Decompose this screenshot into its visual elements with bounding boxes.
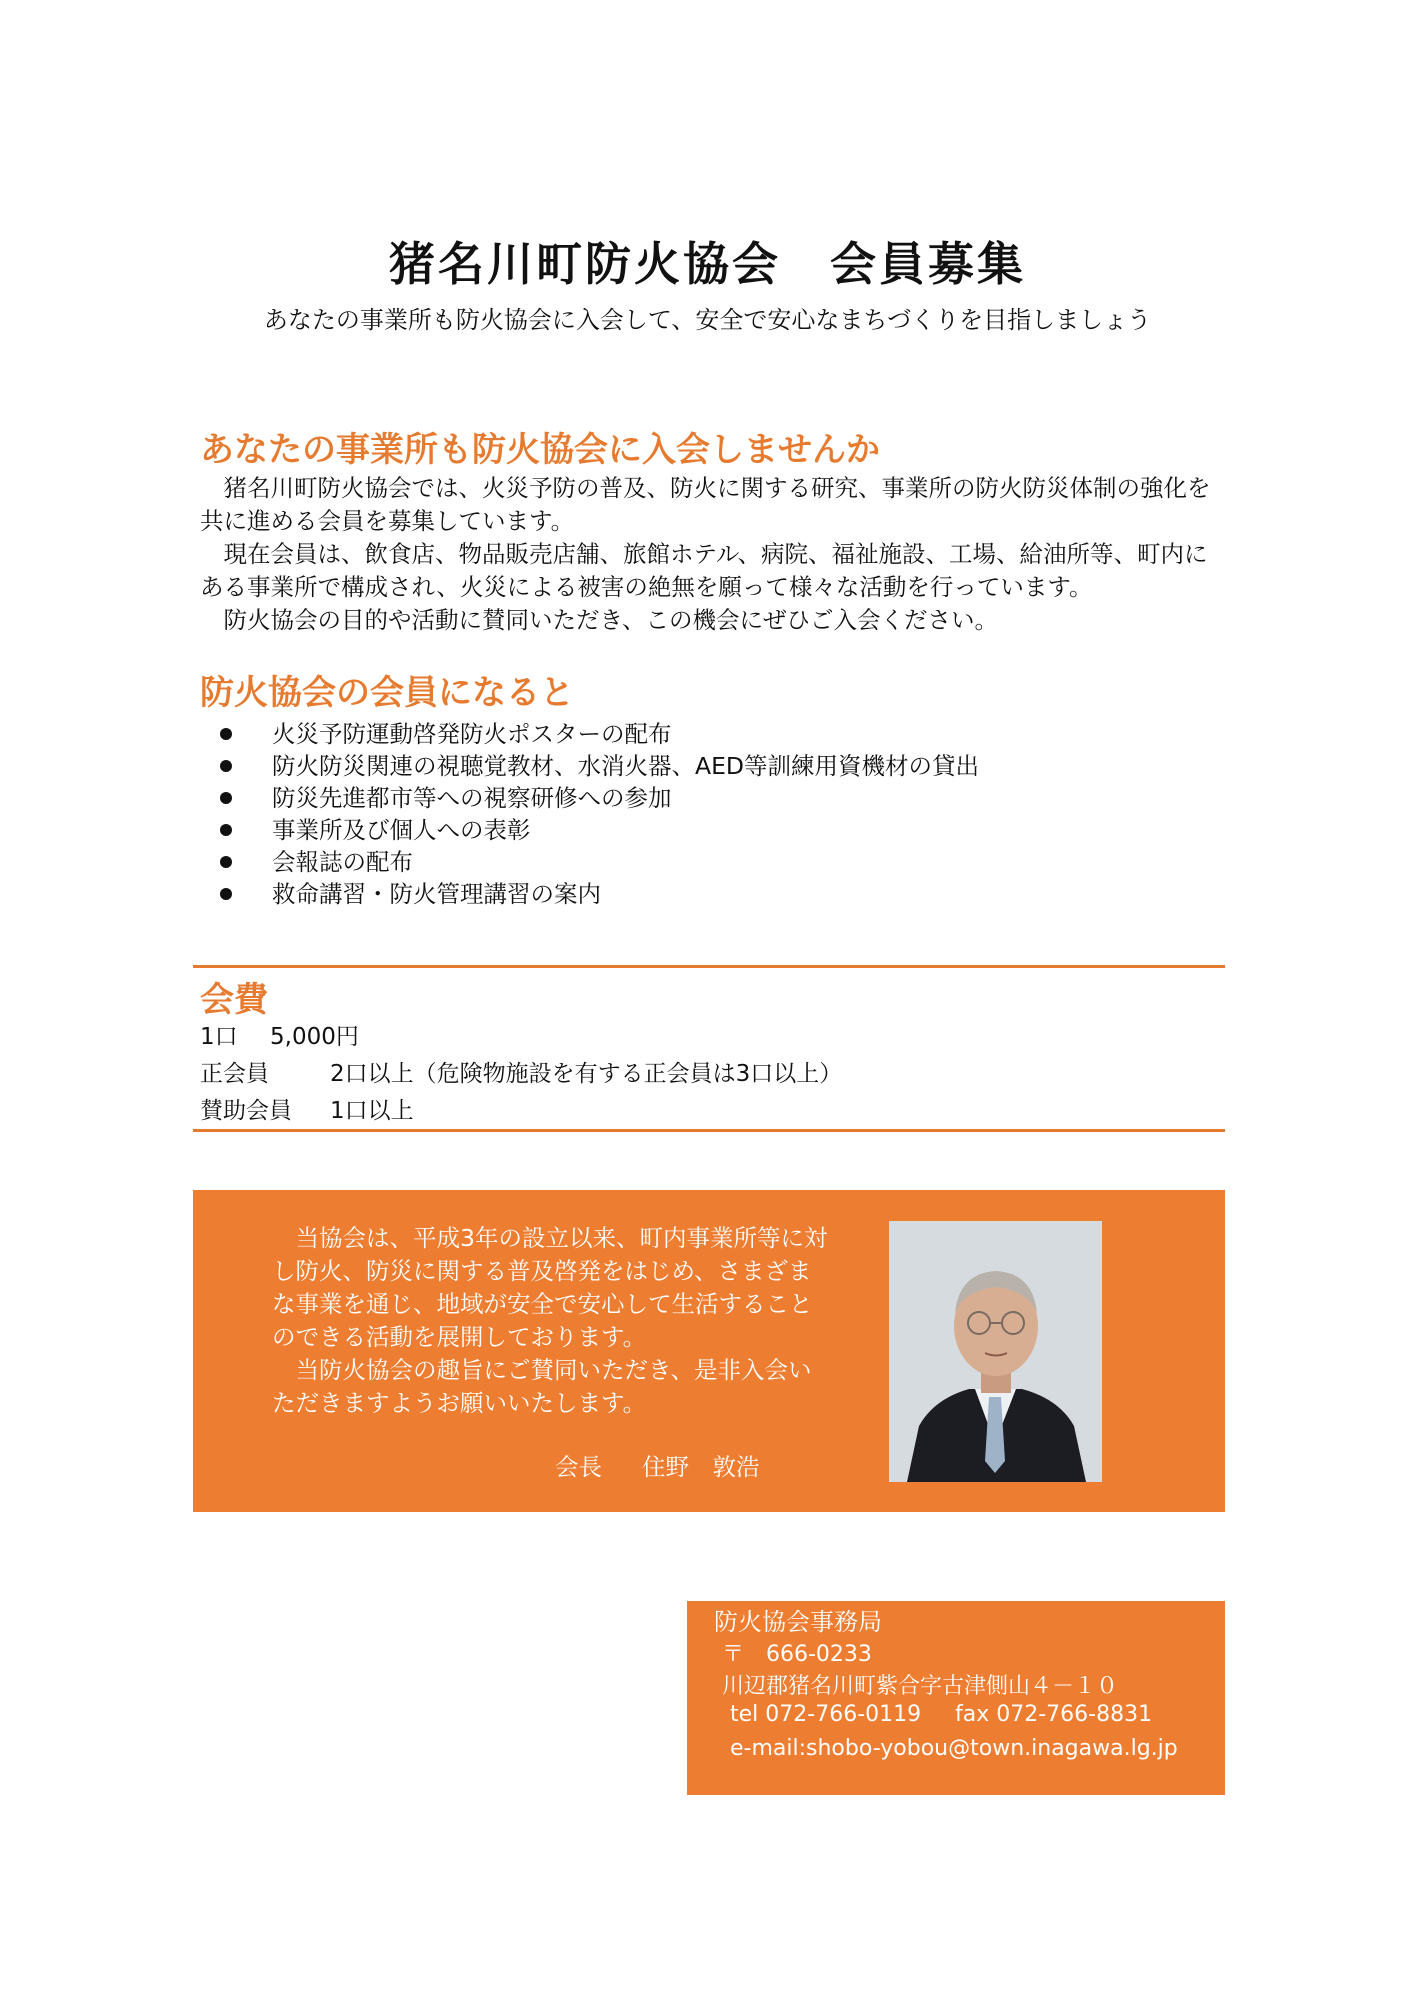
page-title: 猪名川町防火協会 会員募集 [389, 237, 1026, 291]
fee-heading: 会費 [200, 980, 268, 1020]
list-item [220, 814, 979, 846]
office-tel: tel 072-766-0119 [730, 1702, 922, 1727]
fee-supporting-value: 1口以上 [330, 1098, 414, 1124]
office-email[interactable]: e-mail:shobo-yobou@town.inagawa.lg.jp [730, 1736, 1178, 1761]
fee-regular-value: 2口以上（危険物施設を有する正会員は3口以上） [330, 1061, 843, 1087]
benefits-list [220, 718, 979, 910]
message-paragraph: 当防火協会の趣旨にご賛同いただき、是非入会いただきますようお願いいたします。 [272, 1356, 812, 1417]
office-fax: fax 072-766-8831 [955, 1702, 1153, 1727]
list-item-label: 防災先進都市等への視察研修への参加 [272, 784, 672, 812]
bullet-icon [220, 856, 232, 868]
bullet-icon [220, 728, 232, 740]
fee-supporting-label: 賛助会員 [200, 1098, 292, 1124]
president-message [272, 1222, 832, 1420]
bullet-icon [220, 888, 232, 900]
bullet-icon [220, 792, 232, 804]
list-item [220, 782, 979, 814]
fee-unit-label: 1口 [200, 1024, 238, 1050]
president-portrait-image [889, 1221, 1102, 1482]
president-photo [889, 1221, 1102, 1482]
fee-unit-price: 5,000円 [270, 1024, 359, 1050]
list-item-label: 火災予防運動啓発防火ポスターの配布 [272, 720, 672, 748]
fee-unit-row [200, 1020, 359, 1054]
join-heading: あなたの事業所も防火協会に入会しませんか [200, 430, 880, 470]
join-paragraph: 現在会員は、飲食店、物品販売店舗、旅館ホテル、病院、福祉施設、工場、給油所等、町内にある事業所で構成され、火災による被害の絶無を願って様々な活動を行っています。 [200, 540, 1208, 601]
fee-bottom-rule [193, 1129, 1225, 1132]
president-signature [555, 1448, 760, 1482]
list-item [220, 846, 979, 878]
list-item [220, 750, 979, 782]
fee-regular-label: 正会員 [200, 1061, 269, 1087]
list-item-label: 事業所及び個人への表彰 [272, 816, 531, 844]
join-paragraph: 防火協会の目的や活動に賛同いただき、この機会にぜひご入会ください。 [200, 606, 999, 634]
list-item-label: 救命講習・防火管理講習の案内 [272, 880, 601, 908]
list-item-label: 防火防災関連の視聴覚教材、水消火器、AED等訓練用資機材の貸出 [272, 752, 980, 780]
list-item [220, 878, 979, 910]
bullet-icon [220, 760, 232, 772]
office-address: 川辺郡猪名川町紫合字古津側山４－１０ [722, 1674, 1119, 1699]
message-paragraph: 当協会は、平成3年の設立以来、町内事業所等に対し防火、防災に関する普及啓発をはじめ、さまざまな事業を通じ、地域が安全で安心して生活することのできる活動を展開しております。 [272, 1224, 828, 1351]
fee-regular-row [200, 1057, 842, 1091]
bullet-icon [220, 824, 232, 836]
office-postal: 〒 666-0233 [722, 1642, 872, 1667]
president-name: 住野 敦浩 [642, 1453, 760, 1481]
join-text [200, 472, 1220, 637]
join-paragraph: 猪名川町防火協会では、火災予防の普及、防火に関する研究、事業所の防火防災体制の強化を共に進める会員を募集しています。 [200, 474, 1211, 535]
list-item [220, 718, 979, 750]
fee-top-rule [193, 965, 1225, 968]
benefits-heading: 防火協会の会員になると [200, 673, 574, 713]
president-title: 会長 [555, 1453, 602, 1481]
page-subtitle: あなたの事業所も防火協会に入会して、安全で安心なまちづくりを目指しましょう [263, 306, 1152, 334]
fee-supporting-row [200, 1094, 414, 1128]
office-title: 防火協会事務局 [714, 1608, 882, 1636]
list-item-label: 会報誌の配布 [272, 848, 413, 876]
